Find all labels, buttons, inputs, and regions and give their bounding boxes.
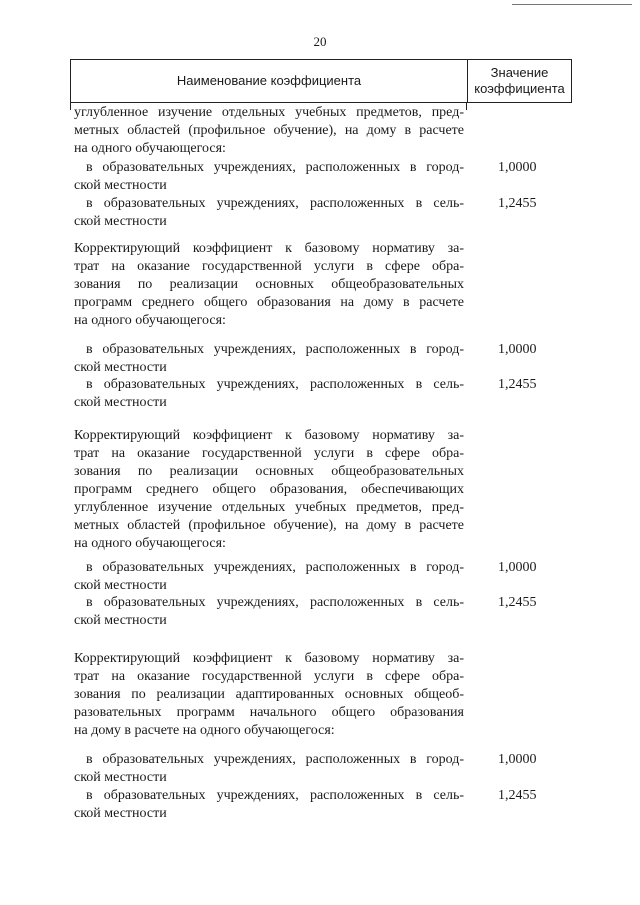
block-2-item-1-line-2: ской местности bbox=[74, 578, 167, 593]
block-1-line-4: программ среднего общего образования на дому в расчете bbox=[74, 295, 464, 310]
block-3-line-2: трат на оказание государственной услуги в сфере обра- bbox=[74, 669, 464, 684]
block-3-item-1-line-2: ской местности bbox=[74, 770, 167, 785]
intro-item-1-line-1: в образовательных учреждениях, расположенных в город- bbox=[86, 160, 464, 175]
block-3-line-4: разовательных программ начального общего образования bbox=[74, 705, 464, 720]
block-1-item-2-line-2: ской местности bbox=[74, 395, 167, 410]
block-1-line-5: на одного обучающегося: bbox=[74, 313, 226, 328]
block-3-line-1: Корректирующий коэффициент к базовому нормативу за- bbox=[74, 651, 464, 666]
block-2-item-1-line-1: в образовательных учреждениях, расположенных в город- bbox=[86, 560, 464, 575]
block-3-item-2-line-1: в образовательных учреждениях, расположенных в сель- bbox=[86, 788, 464, 803]
block-2-item-2-line-1: в образовательных учреждениях, расположенных в сель- bbox=[86, 595, 464, 610]
block-2-item-2-value: 1,2455 bbox=[498, 595, 537, 610]
header-value-line-1: Значение bbox=[490, 65, 549, 80]
block-2-line-1: Корректирующий коэффициент к базовому нормативу за- bbox=[74, 428, 464, 443]
block-1-line-2: трат на оказание государственной услуги в сфере обра- bbox=[74, 259, 464, 274]
page-number: 20 bbox=[313, 34, 327, 49]
block-1-item-1-value: 1,0000 bbox=[498, 342, 537, 357]
intro-line-3: на одного обучающегося: bbox=[74, 141, 226, 156]
table-header bbox=[70, 59, 572, 103]
block-1-line-1: Корректирующий коэффициент к базовому нормативу за- bbox=[74, 241, 464, 256]
block-3-item-1-line-1: в образовательных учреждениях, расположенных в город- bbox=[86, 752, 464, 767]
header-name-cell: Наименование коэффициента bbox=[71, 60, 468, 102]
left-column-stub bbox=[70, 102, 71, 110]
block-2-line-7: на одного обучающегося: bbox=[74, 536, 226, 551]
block-1-line-3: зования по реализации основных общеобразовательных bbox=[74, 277, 464, 292]
block-1-item-2-line-1: в образовательных учреждениях, расположенных в сель- bbox=[86, 377, 464, 392]
block-2-item-2-line-2: ской местности bbox=[74, 613, 167, 628]
block-3-item-2-value: 1,2455 bbox=[498, 788, 537, 803]
block-3-item-1-value: 1,0000 bbox=[498, 752, 537, 767]
block-3-line-3: зования по реализации адаптированных основных общеоб- bbox=[74, 687, 464, 702]
intro-line-1: углубленное изучение отдельных учебных предметов, пред- bbox=[74, 105, 464, 120]
block-2-line-4: программ среднего общего образования, обеспечивающих bbox=[74, 482, 464, 497]
intro-item-1-line-2: ской местности bbox=[74, 178, 167, 193]
intro-item-2-line-2: ской местности bbox=[74, 214, 167, 229]
block-2-line-3: зования по реализации основных общеобразовательных bbox=[74, 464, 464, 479]
intro-item-2-value: 1,2455 bbox=[498, 196, 537, 211]
top-rule bbox=[512, 4, 632, 5]
intro-item-1-value: 1,0000 bbox=[498, 160, 537, 175]
block-2-line-5: углубленное изучение отдельных учебных предметов, пред- bbox=[74, 500, 464, 515]
block-3-item-2-line-2: ской местности bbox=[74, 806, 167, 821]
middle-column-stub bbox=[466, 102, 467, 110]
block-2-line-6: метных областей (профильное обучение), на дому в расчете bbox=[74, 518, 464, 533]
header-value-cell bbox=[468, 60, 571, 102]
intro-line-2: метных областей (профильное обучение), на дому в расчете bbox=[74, 123, 464, 138]
block-1-item-1-line-1: в образовательных учреждениях, расположенных в город- bbox=[86, 342, 464, 357]
header-value-line-2: коэффициента bbox=[474, 81, 565, 96]
block-1-item-1-line-2: ской местности bbox=[74, 360, 167, 375]
intro-item-2-line-1: в образовательных учреждениях, расположенных в сель- bbox=[86, 196, 464, 211]
block-2-item-1-value: 1,0000 bbox=[498, 560, 537, 575]
block-2-line-2: трат на оказание государственной услуги в сфере обра- bbox=[74, 446, 464, 461]
block-1-item-2-value: 1,2455 bbox=[498, 377, 537, 392]
block-3-line-5: на дому в расчете на одного обучающегося: bbox=[74, 723, 335, 738]
